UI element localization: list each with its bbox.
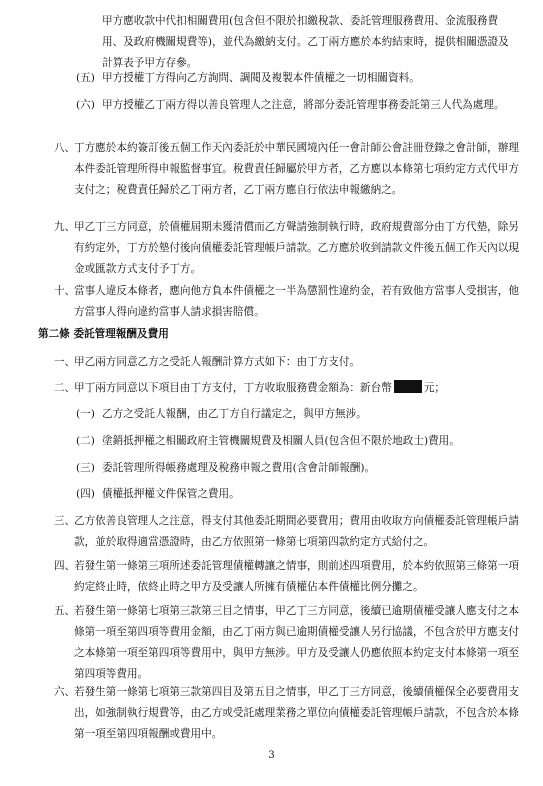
clause-text: 若發生第一條第三項所述委託管理債權轉讓之情事，則前述四項費用，於本約依照第三條第一項約定終止時，依終止時之甲方及受讓人所擁有債權佔本件債權比例分攤之。 [74, 560, 519, 593]
clause-item-1 [54, 352, 520, 373]
clause-number: 八、 [54, 142, 76, 154]
paragraph-text: 甲方應收款中代扣相關費用(包含但不限於扣繳稅款、委託管理服務費用、金流服務費用、及政府機關規費等)，並代為繳納支付。乙丁兩方應於本約結束時，提供相關憑證及計算表予甲方存參。 [102, 15, 509, 69]
sub-item-4 [76, 484, 518, 505]
page-number: 3 [268, 750, 275, 761]
sub-item-text: 塗銷抵押權之相關政府主管機關規費及相關人員(包含但不限於地政士)費用。 [102, 435, 460, 447]
clause-item-3 [54, 511, 520, 553]
clause-item-9 [54, 217, 520, 280]
sub-item-text: 債權抵押權文件保管之費用。 [102, 488, 240, 500]
clause-number: 六、 [54, 686, 76, 698]
sub-item-number: (二) [76, 435, 95, 447]
clause-text: 甲乙兩方同意乙方之受託人報酬計算方式如下：由丁方支付。 [74, 356, 361, 368]
sub-item-number: (三) [76, 462, 95, 474]
clause-number: 九、 [54, 221, 76, 233]
clause-item-4 [54, 556, 520, 598]
clause-number: 一、 [54, 356, 76, 368]
sub-item-text: 乙方之受託人報酬，由乙丁方自行議定之，與甲方無涉。 [102, 408, 367, 420]
clause-text: 甲乙丁三方同意，於債權屆期未獲清償而乙方聲請強制執行時，政府規費部分由丁方代墊，除另有約定外，丁方於墊付後向債權委託管理帳戶請款。乙方應於收到請款文件後五個工作天內以現金或匯款方式支付予丁方。 [74, 221, 519, 275]
sub-item-5 [76, 68, 518, 89]
clause-text: 若發生第一條第七項第三款第三目之情事，甲乙丁三方同意，後續已逾期債權受讓人應支付之本條第一項至第四項等費用金額，由乙丁兩方與已逾期債權受讓人另行協議，不包含於甲方應支付之本條第一項至第四項等費用中，與甲方無涉。甲方及受讓人仍應依照本約定支付本條第一項至第四項等費用。 [74, 605, 519, 680]
clause-text: 丁方應於本約簽訂後五個工作天內委託於中華民國境內任一會計師公會註冊登錄之會計師，辦理本件委託管理所得申報監督事宜。稅費責任歸屬於甲方者，乙方應以本條第七項約定方式代甲方支付之；稅費責任歸於乙丁兩方者，乙丁兩方應自行依法申報繳納之。 [74, 142, 519, 196]
clause-item-5 [54, 601, 520, 685]
clause-item-6 [54, 682, 520, 745]
sub-item-text: 甲方授權乙丁兩方得以善良管理人之注意，將部分委託管理事務委託第三人代為處理。 [102, 99, 505, 111]
sub-item-text: 委託管理所得帳務處理及稅務申報之費用(含會計師報酬)。 [102, 462, 376, 474]
clause-item-10 [54, 281, 520, 323]
clause-text-before: 甲丁兩方同意以下項目由丁方支付，丁方收取服務費金額為：新台幣 [74, 382, 392, 394]
sub-item-number: (五) [76, 72, 95, 84]
clause-text: 當事人違反本條者，應向他方負本件債權之一半為懲罰性違約金，若有致他方當事人受損害，他方當事人得向違約當事人請求損害賠償。 [74, 285, 519, 318]
clause-number: 十、 [54, 285, 76, 297]
clause-number: 二、 [54, 382, 76, 394]
clause-number: 三、 [54, 515, 76, 527]
sub-item-1 [76, 404, 518, 425]
sub-item-6 [76, 95, 518, 116]
clause-number: 五、 [54, 605, 76, 617]
sub-item-number: (六) [76, 99, 95, 111]
sub-item-2 [76, 431, 518, 452]
clause-item-2 [54, 378, 520, 399]
redacted-amount [394, 380, 422, 393]
paragraph-continuation [102, 11, 518, 74]
sub-item-text: 甲方授權丁方得向乙方詢問、調閱及複製本件債權之一切相關資料。 [102, 72, 420, 84]
clause-item-8 [54, 138, 520, 201]
sub-item-3 [76, 458, 518, 479]
sub-item-number: (四) [76, 488, 95, 500]
clause-text: 乙方依善良管理人之注意，得支付其他委託期間必要費用；費用由收取方向債權委託管理帳戶請款，並於取得適當憑證時，由乙方依照第一條第七項第四款約定方式給付之。 [74, 515, 519, 548]
sub-item-number: (一) [76, 408, 95, 420]
section-heading: 第二條 委託管理報酬及費用 [38, 328, 169, 340]
clause-text: 若發生第一條第七項第三款第四目及第五目之情事，甲乙丁三方同意，後續債權保全必要費用支出，如強制執行規費等，由乙方或受託處理業務之單位向債權委託管理帳戶請款，不包含於本條第一項至第四項報酬或費用中。 [74, 686, 519, 740]
clause-number: 四、 [54, 560, 76, 572]
clause-text-after: 元； [423, 382, 445, 394]
